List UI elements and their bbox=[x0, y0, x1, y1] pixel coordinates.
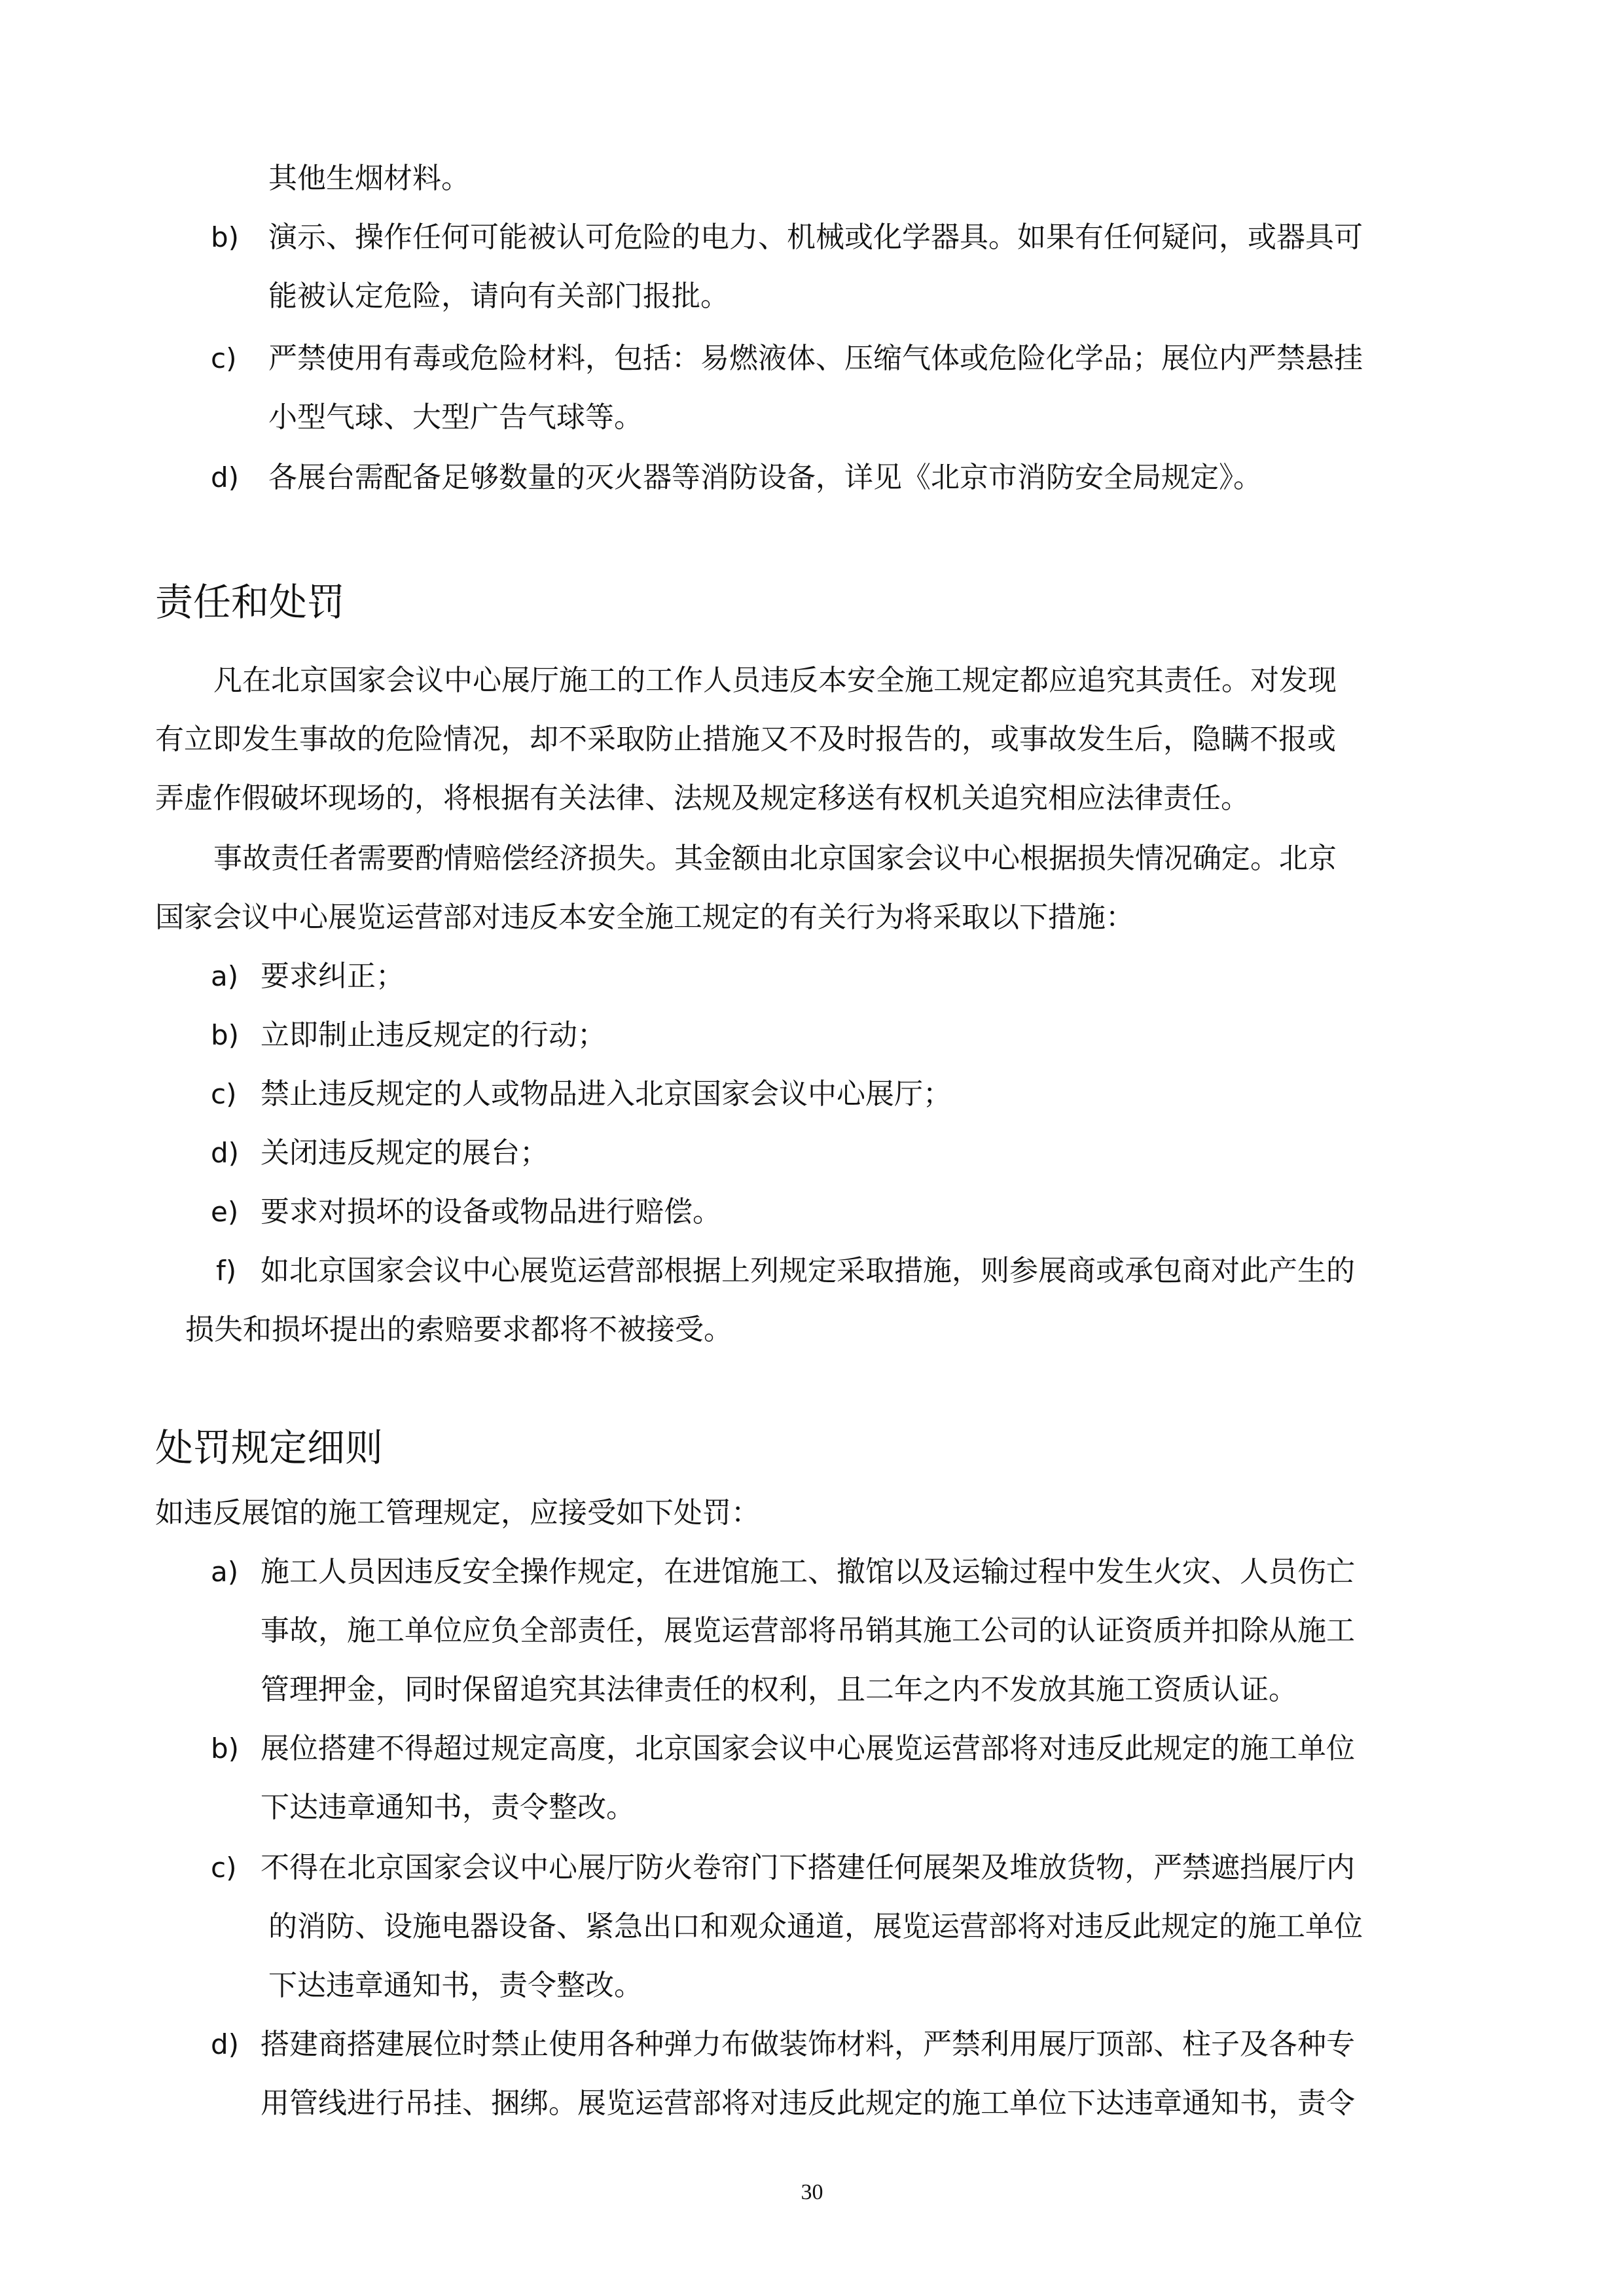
list-item-line: 管理押金，同时保留追究其法律责任的权利，且二年之内不发放其施工资质认证。 bbox=[261, 1673, 1297, 1706]
list-item-line: 下达违章通知书，责令整改。 bbox=[261, 1791, 635, 1824]
list-item-line: 下达违章通知书，责令整改。 bbox=[268, 1969, 643, 2002]
list-marker: c) bbox=[211, 1078, 237, 1110]
list-item-line: 严禁使用有毒或危险材料，包括：易燃液体、压缩气体或危险化学品；展位内严禁悬挂 bbox=[268, 342, 1363, 375]
list-item-line: 的消防、设施电器设备、紧急出口和观众通道，展览运营部将对违反此规定的施工单位 bbox=[268, 1910, 1363, 1943]
list-item-line: 演示、操作任何可能被认可危险的电力、机械或化学器具。如果有任何疑问，或器具可 bbox=[268, 221, 1363, 254]
page-number: 30 bbox=[801, 2180, 823, 2204]
list-marker: a) bbox=[211, 1556, 239, 1588]
list-marker: f) bbox=[216, 1255, 237, 1287]
paragraph-line: 国家会议中心展览运营部对违反本安全施工规定的有关行为将采取以下措施： bbox=[155, 901, 1134, 934]
list-item-line: 用管线进行吊挂、捆绑。展览运营部将对违反此规定的施工单位下达违章通知书，责令 bbox=[261, 2087, 1355, 2120]
section-heading: 责任和处罚 bbox=[155, 580, 346, 624]
list-item-line: 损失和损坏提出的索赔要求都将不被接受。 bbox=[185, 1313, 732, 1346]
list-item-line: 施工人员因违反安全操作规定，在进馆施工、撤馆以及运输过程中发生火灾、人员伤亡 bbox=[261, 1555, 1355, 1588]
list-item-line: 小型气球、大型广告气球等。 bbox=[268, 401, 643, 434]
list-item-text: 关闭违反规定的展台； bbox=[261, 1136, 549, 1170]
paragraph-line: 有立即发生事故的危险情况，却不采取防止措施又不及时报告的，或事故发生后，隐瞒不报或 bbox=[155, 723, 1336, 756]
list-marker: b) bbox=[211, 221, 240, 253]
list-marker: d) bbox=[211, 1137, 240, 1169]
list-marker: c) bbox=[211, 1852, 237, 1884]
list-marker: d) bbox=[211, 461, 240, 493]
list-item-text: 立即制止违反规定的行动； bbox=[261, 1018, 606, 1052]
list-item-line: 能被认定危险，请向有关部门报批。 bbox=[268, 279, 729, 313]
list-marker: e) bbox=[211, 1196, 239, 1228]
list-marker: c) bbox=[211, 342, 237, 374]
list-marker: b) bbox=[211, 1732, 240, 1765]
list-marker: b) bbox=[211, 1019, 240, 1051]
paragraph-line: 弄虚作假破坏现场的，将根据有关法律、法规及规定移送有权机关追究相应法律责任。 bbox=[155, 781, 1250, 815]
list-item-line: 各展台需配备足够数量的灭火器等消防设备，详见《北京市消防安全局规定》。 bbox=[268, 461, 1262, 494]
list-marker: d) bbox=[211, 2028, 240, 2060]
list-item-line: 搭建商搭建展位时禁止使用各种弹力布做装饰材料，严禁利用展厅顶部、柱子及各种专 bbox=[261, 2028, 1355, 2061]
list-marker: a) bbox=[211, 960, 239, 992]
list-item-line: 展位搭建不得超过规定高度，北京国家会议中心展览运营部将对违反此规定的施工单位 bbox=[261, 1732, 1355, 1765]
intro-text: 如违反展馆的施工管理规定，应接受如下处罚： bbox=[155, 1496, 760, 1530]
list-item-text: 禁止违反规定的人或物品进入北京国家会议中心展厅； bbox=[261, 1077, 952, 1111]
section-heading: 处罚规定细则 bbox=[155, 1426, 384, 1470]
paragraph-line: 凡在北京国家会议中心展厅施工的工作人员违反本安全施工规定都应追究其责任。对发现 bbox=[213, 664, 1337, 697]
paragraph-line: 事故责任者需要酌情赔偿经济损失。其金额由北京国家会议中心根据损失情况确定。北京 bbox=[213, 842, 1337, 875]
list-item-line: 不得在北京国家会议中心展厅防火卷帘门下搭建任何展架及堆放货物，严禁遮挡展厅内 bbox=[261, 1851, 1355, 1884]
list-item-text: 要求纠正； bbox=[261, 960, 405, 993]
list-item-line: 如北京国家会议中心展览运营部根据上列规定采取措施，则参展商或承包商对此产生的 bbox=[261, 1254, 1355, 1287]
list-item-line: 事故，施工单位应负全部责任，展览运营部将吊销其施工公司的认证资质并扣除从施工 bbox=[261, 1614, 1355, 1647]
continuation-text: 其他生烟材料。 bbox=[268, 162, 470, 195]
list-item-text: 要求对损坏的设备或物品进行赔偿。 bbox=[261, 1195, 721, 1229]
